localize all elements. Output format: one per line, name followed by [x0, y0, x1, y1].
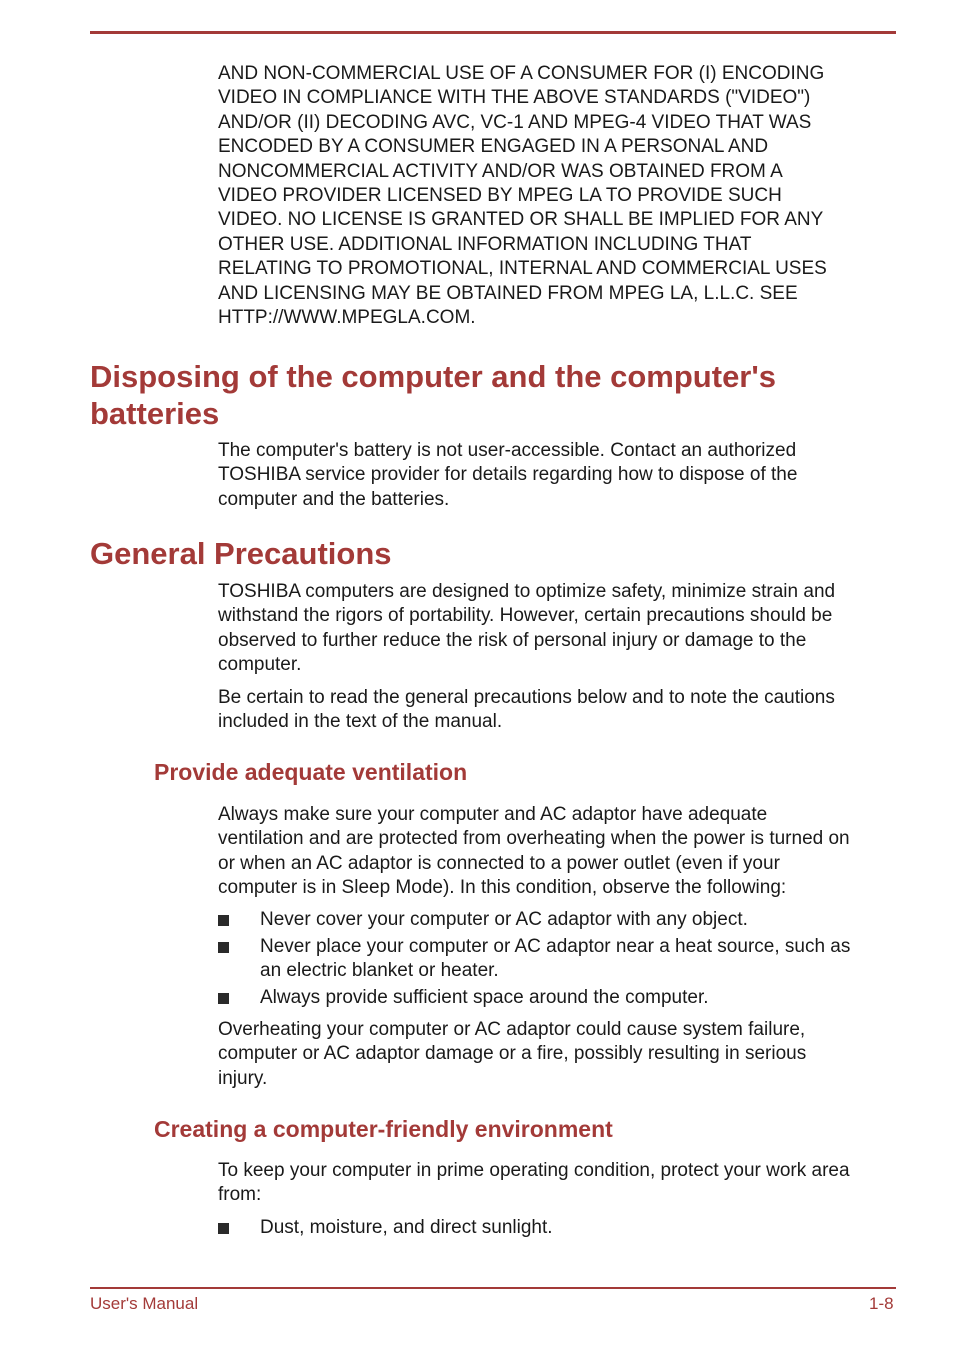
disposing-heading-line2: batteries — [90, 396, 220, 431]
bullet-square-icon — [218, 942, 229, 953]
header-rule — [90, 31, 896, 34]
list-item-text: Always provide sufficient space around the computer. — [260, 987, 709, 1008]
general-paragraph-2: Be certain to read the general precautions below and to note the cautions included in the text of the manual. — [218, 687, 835, 733]
general-precautions-heading: General Precautions — [90, 536, 392, 571]
license-paragraph: AND NON-COMMERCIAL USE OF A CONSUMER FOR (I) ENCODING VIDEO IN COMPLIANCE WITH THE ABOVE STANDARDS ("VIDEO") AND/OR (II) DECODING AVC, VC-1 AND MPEG-4 VIDEO THAT WAS ENCODED BY A CONSUMER ENGAGED IN A PERSONAL AND NONCOMMERCIAL ACTIVITY AND/OR WAS OBTAINED FROM A VIDEO PROVIDER LICENSED BY MPEG LA TO PROVIDE SUCH VIDEO. NO LICENSE IS GRANTED OR SHALL BE IMPLIED FOR ANY OTHER USE. ADDITIONAL INFORMATION INCLUDING THAT RELATING TO PROMOTIONAL, INTERNAL AND COMMERCIAL USES AND LICENSING MAY BE OBTAINED FROM MPEG LA, L.L.C. SEE HTTP://WWW.MPEGLA.COM. — [218, 63, 827, 329]
footer-page-number: 1-8 — [869, 1294, 894, 1313]
bullet-square-icon — [218, 993, 229, 1004]
disposing-heading — [90, 358, 890, 432]
general-paragraph-1: TOSHIBA computers are designed to optimize safety, minimize strain and withstand the rigors of portability. However, certain precautions should be observed to further reduce the risk of personal injury or damage to the computer. — [218, 581, 836, 676]
ventilation-outro: Overheating your computer or AC adaptor could cause system failure, computer or AC adaptor damage or a fire, possibly resulting in serious injury. — [218, 1019, 807, 1089]
bullet-square-icon — [218, 1223, 229, 1234]
environment-intro: To keep your computer in prime operating condition, protect your work area from: — [218, 1160, 850, 1206]
disposing-paragraph: The computer's battery is not user-accessible. Contact an authorized TOSHIBA service provider for details regarding how to dispose of the computer and the batteries. — [218, 440, 798, 510]
disposing-heading-line1: Disposing of the computer and the computer's — [90, 359, 776, 394]
list-item-text: Dust, moisture, and direct sunlight. — [260, 1217, 553, 1238]
footer-rule — [90, 1287, 896, 1289]
ventilation-heading: Provide adequate ventilation — [154, 759, 468, 785]
environment-heading: Creating a computer-friendly environment — [154, 1116, 613, 1142]
bullet-square-icon — [218, 915, 229, 926]
ventilation-intro: Always make sure your computer and AC adaptor have adequate ventilation and are protected from overheating when the power is turned on or when an AC adaptor is connected to a power outlet (even if your computer is in Sleep Mode). In this condition, observe the following: — [218, 804, 850, 899]
footer-manual-title: User's Manual — [90, 1294, 199, 1313]
list-item-text: Never cover your computer or AC adaptor with any object. — [260, 909, 748, 930]
list-item-text: Never place your computer or AC adaptor near a heat source, such as an electric blanket or heater. — [260, 936, 851, 982]
